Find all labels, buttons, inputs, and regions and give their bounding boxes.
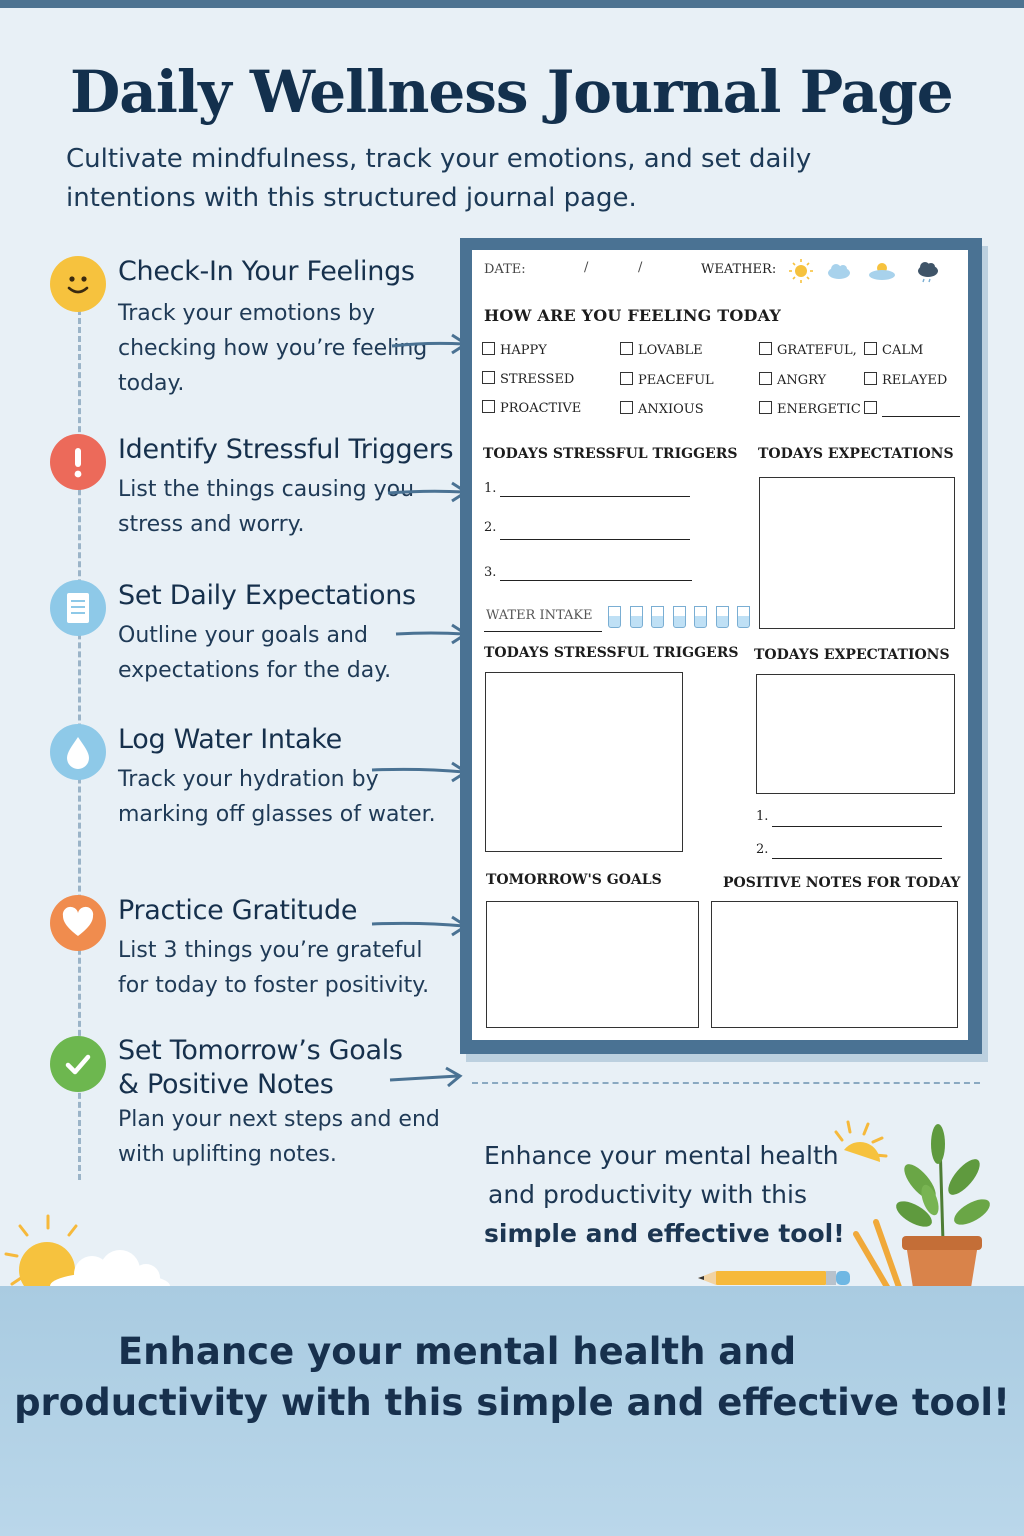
expectations-box[interactable] (759, 477, 955, 629)
storm-cloud-icon (918, 262, 938, 282)
journal-page (472, 250, 968, 1040)
feature-desc: Plan your next steps and end with uplifting notes. (118, 1107, 440, 1167)
arrow-icon (384, 478, 472, 508)
cloud-icon (828, 264, 850, 279)
tomorrow-goals-heading: TOMORROW'S GOALS (486, 872, 662, 888)
date-separator: / (638, 260, 643, 275)
expectations-heading-2: TODAYS EXPECTATIONS (754, 647, 950, 663)
triggers-box[interactable] (485, 672, 683, 852)
feature-tomorrow (0, 1034, 470, 1174)
sun-icon (789, 259, 813, 283)
feature-desc: List the things causing you stress and worry. (118, 477, 415, 537)
list-number: 2. (484, 520, 497, 535)
tagline-line-1: Enhance your mental health and (117, 1330, 797, 1373)
list-number: 3. (484, 565, 497, 580)
feature-desc: Track your emotions by checking how you’re feeling today. (118, 301, 428, 396)
water-glass-icon[interactable] (716, 606, 729, 628)
checkbox-lovable[interactable]: LOVABLE (620, 342, 703, 358)
feature-desc: Track your hydration by marking off glasses of water. (118, 767, 436, 827)
feature-title: Log Water Intake (118, 724, 342, 755)
enhance-line-3: simple and effective tool! (484, 1219, 845, 1248)
expectations-heading: TODAYS EXPECTATIONS (758, 446, 954, 462)
weather-label: WEATHER: (701, 262, 777, 277)
feature-title: Practice Gratitude (118, 895, 358, 926)
enhance-note (484, 1136, 864, 1253)
partly-cloudy-icon (869, 263, 895, 280)
checkbox-anxious[interactable]: ANXIOUS (620, 401, 704, 417)
trigger-line-2[interactable] (500, 539, 690, 540)
feature-title: Identify Stressful Triggers (118, 434, 454, 465)
water-drop-icon (50, 724, 106, 780)
triggers-heading-2: TODAYS STRESSFUL TRIGGERS (484, 645, 739, 661)
checkbox-happy[interactable]: HAPPY (482, 342, 547, 358)
smiley-face-icon (50, 256, 106, 312)
positive-notes-heading: POSITIVE NOTES FOR TODAY (723, 875, 961, 891)
page-title: Daily Wellness Journal Page (70, 58, 953, 126)
feature-title: Check-In Your Feelings (118, 256, 415, 287)
checkbox-relayed[interactable]: RELAYED (864, 372, 947, 388)
weather-icons (788, 258, 938, 284)
checkbox-calm[interactable]: CALM (864, 342, 923, 358)
feature-desc: Outline your goals and expectations for the day. (118, 623, 392, 683)
checkbox-grateful[interactable]: GRATEFUL, (759, 342, 857, 358)
arrow-icon (368, 912, 472, 942)
page-subtitle: Cultivate mindfulness, track your emotions, and set daily intentions with this structured journal page. (66, 144, 812, 213)
tagline-line-2: productivity with this simple and effective tool! (14, 1381, 1010, 1424)
checkbox-energetic[interactable]: ENERGETIC (759, 401, 861, 417)
checkbox-proactive[interactable]: PROACTIVE (482, 400, 581, 416)
arrow-icon (386, 1064, 466, 1094)
positive-notes-box[interactable] (711, 901, 958, 1028)
list-number: 1. (484, 481, 497, 496)
feature-desc: List 3 things you’re grateful for today to foster positivity. (118, 938, 430, 998)
water-glass-icon[interactable] (737, 606, 750, 628)
potted-plant-icon (848, 1122, 998, 1302)
dashed-divider (472, 1082, 980, 1084)
water-glass-icon[interactable] (630, 606, 643, 628)
water-glass-icon[interactable] (608, 606, 621, 628)
checkbox-peaceful[interactable]: PEACEFUL (620, 372, 714, 388)
exclamation-icon (50, 434, 106, 490)
top-strip (0, 0, 1024, 8)
water-underline (484, 631, 602, 632)
water-intake-label: WATER INTAKE (486, 608, 593, 623)
trigger-line-1[interactable] (500, 496, 690, 497)
tomorrow-goals-box[interactable] (486, 901, 699, 1028)
enhance-line-2: and productivity with this (488, 1180, 807, 1209)
expectation-line-2[interactable] (772, 858, 942, 859)
enhance-line-1: Enhance your mental health (484, 1141, 839, 1170)
feeling-heading: HOW ARE YOU FEELING TODAY (484, 306, 782, 325)
feature-water (0, 724, 470, 874)
arrow-icon (368, 758, 472, 788)
other-feeling-line[interactable] (882, 416, 960, 417)
notepad-icon (50, 580, 106, 636)
bottom-tagline (0, 1326, 1024, 1428)
triggers-heading: TODAYS STRESSFUL TRIGGERS (483, 446, 738, 462)
feature-title: Set Daily Expectations (118, 580, 416, 611)
list-number: 2. (756, 842, 769, 857)
water-glass-icon[interactable] (694, 606, 707, 628)
expectation-line-1[interactable] (772, 826, 942, 827)
expectations-box-2[interactable] (756, 674, 955, 794)
trigger-line-3[interactable] (500, 580, 692, 581)
list-number: 1. (756, 809, 769, 824)
checkmark-icon (50, 1036, 106, 1092)
water-glass-icon[interactable] (673, 606, 686, 628)
water-glass-icon[interactable] (651, 606, 664, 628)
date-separator: / (584, 260, 589, 275)
checkbox-other[interactable] (864, 401, 882, 417)
feature-title: Set Tomorrow’s Goals & Positive Notes (118, 1035, 403, 1100)
date-label: DATE: (484, 262, 526, 277)
checkbox-angry[interactable]: ANGRY (759, 372, 826, 388)
heart-icon (50, 895, 106, 951)
checkbox-stressed[interactable]: STRESSED (482, 371, 574, 387)
